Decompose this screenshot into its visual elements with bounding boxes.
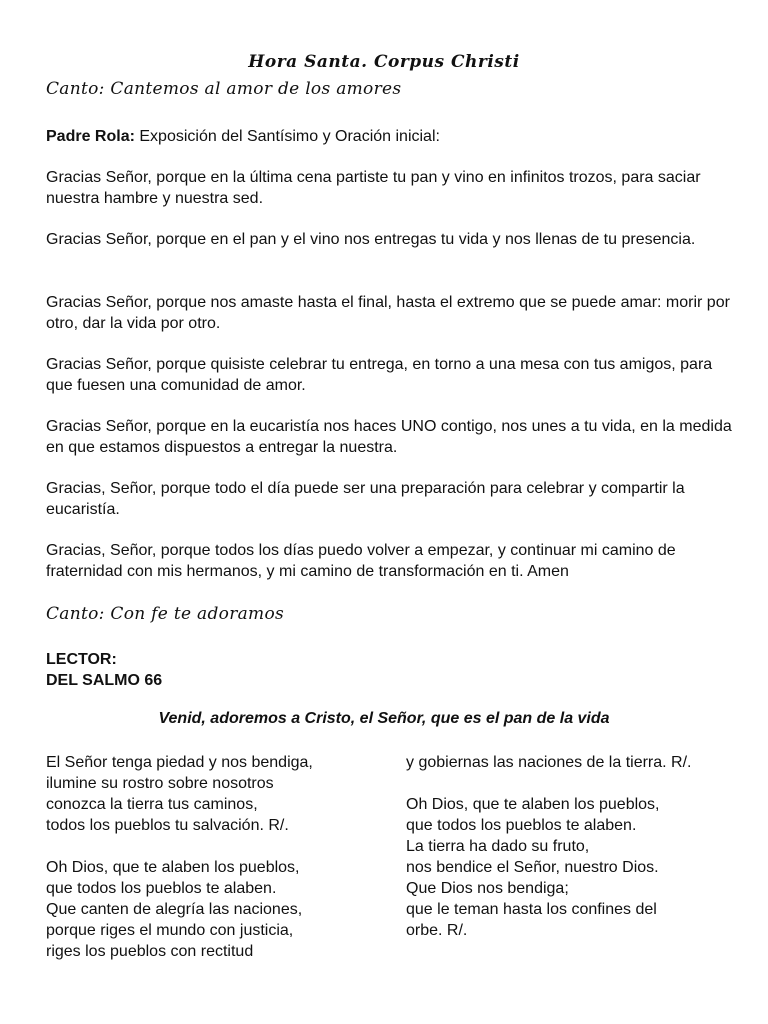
psalm-line: ilumine su rostro sobre nosotros — [46, 775, 274, 792]
prayer-paragraph-7: Gracias, Señor, porque todos los días puedo volver a empezar, y continuar mi camino de fraternidad con mis hermanos, y mi camino de transformación en ti. Amen — [46, 542, 676, 580]
psalm-line: que todos los pueblos te alaben. — [406, 817, 637, 834]
speaker-name: Padre Rola: — [46, 128, 135, 145]
psalm-line: que todos los pueblos te alaben. — [46, 880, 277, 897]
psalm-reference: DEL SALMO 66 — [46, 672, 163, 689]
prayer-paragraph-6: Gracias, Señor, porque todo el día puede ser una preparación para celebrar y compartir la eucaristía. — [46, 480, 685, 518]
psalm-line: La tierra ha dado su fruto, — [406, 838, 590, 855]
psalm-line: orbe. R/. — [406, 922, 468, 939]
psalm-line: Que canten de alegría las naciones, — [46, 901, 303, 918]
psalm-line: todos los pueblos tu salvación. R/. — [46, 817, 289, 834]
stanza-gap — [46, 836, 313, 857]
psalm-line: nos bendice el Señor, nuestro Dios. — [406, 859, 659, 876]
psalm-line: y gobiernas las naciones de la tierra. R/. — [406, 754, 692, 771]
psalm-antiphon: Venid, adoremos a Cristo, el Señor, que es el pan de la vida — [158, 710, 610, 727]
intro-paragraph — [46, 126, 736, 147]
document-title: Hora Santa. Corpus Christi — [248, 52, 520, 72]
psalm-line: conozca la tierra tus caminos, — [46, 796, 258, 813]
psalm-line: porque riges el mundo con justicia, — [46, 922, 294, 939]
psalm-column-right — [406, 752, 691, 941]
psalm-line: riges los pueblos con rectitud — [46, 943, 254, 960]
prayer-paragraph-1: Gracias Señor, porque en la última cena partiste tu pan y vino en infinitos trozos, para saciar nuestra hambre y nuestra sed. — [46, 169, 701, 207]
prayer-paragraph-4: Gracias Señor, porque quisiste celebrar tu entrega, en torno a una mesa con tus amigos, para que fuesen una comunidad de amor. — [46, 356, 713, 394]
psalm-line: que le teman hasta los confines del — [406, 901, 657, 918]
stanza-gap — [406, 773, 691, 794]
canto-heading-1: Canto: Cantemos al amor de los amores — [46, 79, 402, 99]
canto-heading-2: Canto: Con fe te adoramos — [46, 604, 285, 624]
lector-label: LECTOR: — [46, 651, 117, 668]
intro-text: Exposición del Santísimo y Oración inicial: — [134, 128, 440, 145]
prayer-paragraph-5: Gracias Señor, porque en la eucaristía nos haces UNO contigo, nos unes a tu vida, en la medida en que estamos dispuestos a entregar la nuestra. — [46, 418, 732, 456]
psalm-line: Oh Dios, que te alaben los pueblos, — [406, 796, 660, 813]
prayer-paragraph-2: Gracias Señor, porque en el pan y el vino nos entregas tu vida y nos llenas de tu presencia. — [46, 231, 696, 248]
psalm-column-left — [46, 752, 313, 962]
psalm-line: Oh Dios, que te alaben los pueblos, — [46, 859, 300, 876]
prayer-paragraph-3: Gracias Señor, porque nos amaste hasta el final, hasta el extremo que se puede amar: morir por otro, dar la vida por otro. — [46, 294, 730, 332]
psalm-line: Que Dios nos bendiga; — [406, 880, 569, 897]
psalm-line: El Señor tenga piedad y nos bendiga, — [46, 754, 313, 771]
